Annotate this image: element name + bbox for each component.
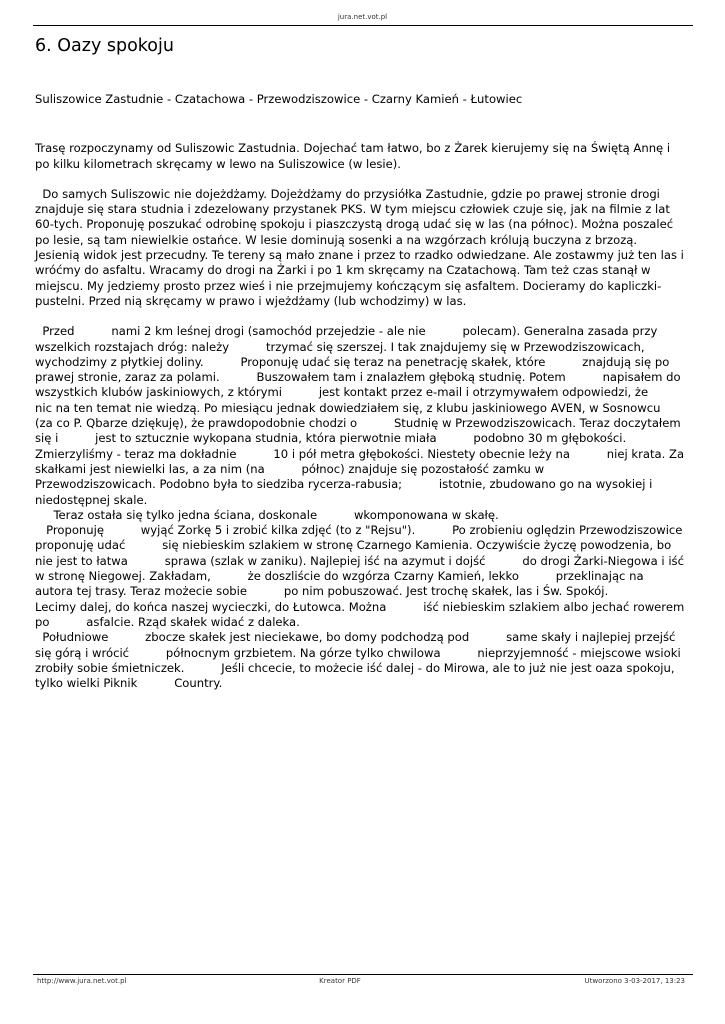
footer-created: Utworzono 3-03-2017, 13:23 [584, 977, 685, 985]
footer-generator: Kreator PDF [319, 977, 361, 985]
article-body [35, 92, 688, 691]
paragraph-1: Trasę rozpoczynamy od Suliszowic Zastudnia. Dojechać tam łatwo, bo z Żarek kierujemy się na Świętą Annę i po kilku kilometrach skręcamy w lewo na Suliszowice (w lesie). [35, 141, 674, 171]
paragraph-3: Przed nami 2 km leśnej drogi (samochód przejedzie - ale nie polecam). Generalna zasada przy wszelkich rozstajach dróg: należy trzymać się szerszej. I tak znajdujemy się w Przewodziszowicach, wychodzimy z płytkiej doliny. Proponuję udać się teraz na penetrację skałek, które znajdują się po prawej stronie, zaraz za polami. Buszowałem tam i znalazłem głęboką studnię. Potem napisałem do wszystkich klubów jaskiniowych, z którymi jest kontakt przez e-mail i otrzymywałem odpowiedzi, że nic na ten temat nie wiedzą. Po miesiącu jednak dowiedziałem się, z klubu jaskiniowego AVEN, w Sosnowcu (za co P. Qbarze dziękuję), że prawdopodobnie chodzi o Studnię w Przewodziszowicach. Teraz doczytałem się i jest to sztucznie wykopana studnia, która pierwotnie miała podobno 30 m głębokości. Zmierzyliśmy - teraz ma dokładnie 10 i pół metra głębokości. Niestety obecnie leży na niej krata. Za skałkami jest niewielki las, a za nim (na północ) znajduje się pozostałość zamku w Przewodziszowicach. Podobno była to siedziba rycerza-rabusia; istotnie, zbudowano go na wysokiej i niedostępnej skale. Teraz ostała się tylko jedna ściana, doskonale wkomponowana w skałę. Proponuję wyjąć Zorkę 5 i zrobić kilka zdjęć (to z "Rejsu"). Po zrobieniu oględzin Przewodziszowice proponuję udać się niebieskim szlakiem w stronę Czarnego Kamienia. Oczywiście życzę powodzenia, bo nie jest to łatwa sprawa (szlak w zaniku). Najlepiej iść na azymut i dojść do drogi Żarki-Niegowa i iść w stronę Niegowej. Zakładam, że doszliście do wzgórza Czarny Kamień, lekko przeklinając na autora tej trasy. Teraz możecie sobie po nim pobuszować. Jest trochę skałek, las i Św. Spokój. Lecimy dalej, do końca naszej wycieczki, do Łutowca. Można iść niebieskim szlakiem albo jechać rowerem po asfalcie. Rząd skałek widać z daleka. Południowe zbocze skałek jest nieciekawe, bo domy podchodzą pod same skały i najlepiej przejść się górą i wrócić północnym grzbietem. Na górze tylko chwilowa nieprzyjemność - miejscowe wsioki zrobiły sobie śmietniczek. Jeśli chcecie, to możecie iść dalej - do Mirowa, ale to już nie jest oaza spokoju, tylko wielki Piknik Country. [35, 324, 685, 691]
article-title: 6. Oazy spokoju [35, 36, 174, 56]
route-line: Suliszowice Zastudnie - Czatachowa - Przewodziszowice - Czarny Kamień - Łutowiec [35, 92, 523, 106]
footer-divider [33, 974, 693, 975]
header-site: jura.net.vot.pl [337, 13, 388, 21]
header-divider [33, 25, 693, 26]
paragraph-2: Do samych Suliszowic nie dojeżdżamy. Dojeżdżamy do przysiółka Zastudnie, gdzie po prawej stronie drogi znajduje się stara studnia i zdezelowany przystanek PKS. W tym miejscu człowiek czuje się, jak na filmie z lat 60-tych. Proponuję poszukać odrobinę spokoju i piaszczystą drogą udać się w las (na północ). Można poszaleć po lesie, są tam niewielkie ostańce. W lesie dominują sosenki a na wzgórzach królują buczyna z brzozą. Jesienią widok jest przecudny. Te tereny są mało znane i przez to rzadko odwiedzane. Ale zostawmy już ten las i wróćmy do asfaltu. Wracamy do drogi na Żarki i po 1 km skręcamy na Czatachową. Tam też czas stanął w miejscu. My jedziemy prosto przez wieś i nie przejmujemy kończącym się asfaltem. Docieramy do kapliczki-pustelni. Przed nią skręcamy w prawo i wjeżdżamy (lub wchodzimy) w las. [35, 186, 688, 308]
footer-url: http://www.jura.net.vot.pl [37, 977, 127, 985]
